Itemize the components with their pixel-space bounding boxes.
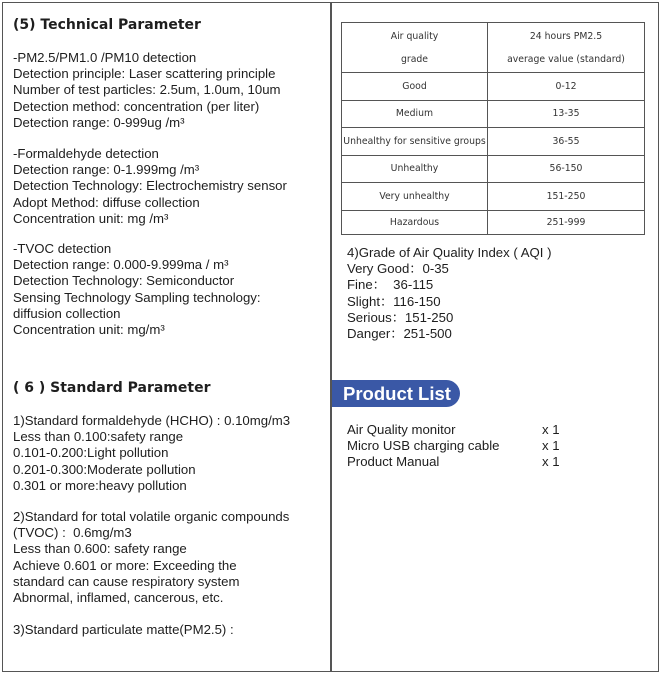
table-row (342, 73, 645, 101)
value-cell: 36-55 (488, 128, 645, 156)
text-line: 1)Standard formaldehyde (HCHO) : 0.10mg/m3 (13, 413, 291, 428)
grade-cell: Unhealthy for sensitive groups (342, 128, 488, 156)
text-line: standard can cause respiratory system (13, 573, 240, 589)
text-line: Detection range: 0-999ug /m³ (13, 114, 185, 130)
text-line: Detection Technology: Electrochemistry sensor (13, 178, 287, 194)
text-line: Less than 0.100:safety range (13, 429, 184, 445)
table-row (342, 183, 645, 211)
text-line: Danger：251-500 (347, 326, 452, 342)
text-line: -PM2.5/PM1.0 /PM10 detection (13, 50, 197, 65)
header-cell: 24 hours PM2.5 average value (standard) (488, 23, 645, 73)
section-5-title: (5) Technical Parameter (13, 17, 201, 33)
text-line: Slight：116-150 (347, 293, 441, 309)
value-cell: 0-12 (488, 73, 645, 101)
text-line: Detection range: 0.000-9.999ma / m³ (13, 257, 229, 273)
section-6-title: ( 6 ) Standard Parameter (13, 380, 211, 396)
text-line: Very Good：0-35 (347, 261, 449, 277)
air-quality-table (341, 22, 645, 235)
tvoc-detection-block (13, 241, 261, 338)
text-line: 0.201-0.300:Moderate pollution (13, 461, 196, 477)
product-list (347, 422, 647, 471)
grade-cell: Unhealthy (342, 155, 488, 183)
text-line: 2)Standard for total volatile organic compounds (13, 509, 290, 524)
text-line: (TVOC) : 0.6mg/m3 (13, 525, 132, 541)
text-line: Concentration unit: mg/m³ (13, 322, 165, 338)
product-list-title: Product List (332, 380, 460, 407)
text-line: Detection method: concentration (per liter) (13, 98, 260, 114)
text-line: 3)Standard particulate matte(PM2.5) : (13, 622, 234, 637)
grade-cell: Medium (342, 100, 488, 128)
text-line: Fine： 36-115 (347, 277, 434, 293)
text-line: Detection principle: Laser scattering principle (13, 66, 276, 82)
text-line: Detection Technology: Semiconductor (13, 273, 235, 289)
table-header-row (342, 23, 645, 73)
text-line: Number of test particles: 2.5um, 1.0um, 10um (13, 82, 281, 98)
formaldehyde-detection-block (13, 146, 287, 227)
table-row (342, 100, 645, 128)
table-row (342, 128, 645, 156)
text-line: Sensing Technology Sampling technology: (13, 289, 261, 305)
text-line: Achieve 0.601 or more: Exceeding the (13, 557, 237, 573)
text-line: Adopt Method: diffuse collection (13, 194, 200, 210)
list-item: Air Quality monitor x 1 (347, 422, 560, 437)
grade-cell: Good (342, 73, 488, 101)
list-item: Product Manual x 1 (347, 454, 560, 470)
list-item: Micro USB charging cable x 1 (347, 438, 560, 454)
pm25-standard (13, 622, 234, 638)
text-line: -TVOC detection (13, 241, 112, 256)
text-line: diffusion collection (13, 305, 121, 321)
grade-cell: Very unhealthy (342, 183, 488, 211)
text-line: Less than 0.600: safety range (13, 541, 187, 557)
value-cell: 56-150 (488, 155, 645, 183)
tvoc-standard-block (13, 509, 289, 606)
table-row (342, 155, 645, 183)
text-line: Detection range: 0-1.999mg /m³ (13, 162, 200, 178)
value-cell: 251-999 (488, 210, 645, 234)
text-line: Abnormal, inflamed, cancerous, etc. (13, 590, 224, 606)
text-line: Serious：151-250 (347, 309, 454, 325)
text-line: 0.101-0.200:Light pollution (13, 445, 169, 461)
hcho-standard-block (13, 413, 290, 494)
text-line: 4)Grade of Air Quality Index ( AQI ) (347, 245, 552, 260)
aqi-block (347, 245, 552, 342)
text-line: 0.301 or more:heavy pollution (13, 477, 187, 493)
column-divider (330, 2, 332, 672)
grade-cell: Hazardous (342, 210, 488, 234)
text-line: -Formaldehyde detection (13, 146, 159, 161)
table-row (342, 210, 645, 234)
pm-detection-block (13, 50, 281, 131)
text-line: Concentration unit: mg /m³ (13, 210, 169, 226)
header-cell: Air quality grade (342, 23, 488, 73)
value-cell: 151-250 (488, 183, 645, 211)
value-cell: 13-35 (488, 100, 645, 128)
